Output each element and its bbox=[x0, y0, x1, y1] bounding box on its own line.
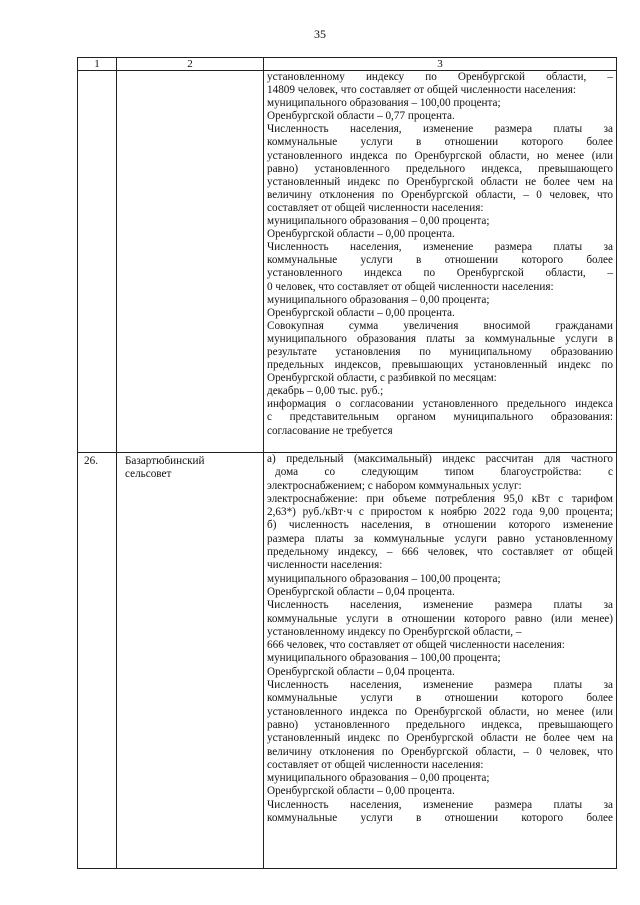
text-line: результате установления по муниципальному образованию bbox=[267, 345, 613, 358]
text-line: Численность населения, изменение размера платы за bbox=[267, 798, 613, 811]
text-line: установленному индексу по Оренбургской области, – bbox=[267, 625, 522, 638]
text-line: 0 человек, что составляет от общей численности населения: bbox=[267, 280, 554, 293]
text-line: составляет от общей численности населения: bbox=[267, 201, 484, 214]
table-row bbox=[78, 453, 617, 869]
text-line: равно) установленного предельного индекса, превышающего bbox=[267, 162, 613, 175]
text-line: согласование не требуется bbox=[267, 424, 393, 437]
row-number: 26. bbox=[78, 453, 117, 869]
text-line: Оренбургской области – 0,00 процента. bbox=[267, 306, 455, 319]
text-line: установленного индекса по Оренбургской области, но менее (или bbox=[267, 705, 613, 718]
text-line: муниципального образования – 100,00 процента; bbox=[267, 97, 501, 110]
text-line: Оренбургской области – 0,00 процента. bbox=[267, 785, 455, 798]
text-line: предельных индексов, превышающих установленный индекс по bbox=[267, 359, 613, 372]
text-line: равно) установленного предельного индекса, превышающего bbox=[267, 718, 613, 731]
text-line: а) предельный (максимальный) индекс рассчитан для частного bbox=[267, 453, 613, 465]
page-number: 35 bbox=[314, 27, 326, 41]
text-line: Совокупная сумма увеличения вносимой гражданами bbox=[267, 319, 613, 332]
text-line: Численность населения, изменение размера платы за bbox=[267, 599, 613, 612]
text-line: составляет от общей численности населения: bbox=[267, 758, 484, 771]
text-line: установленному индексу по Оренбургской области, – bbox=[267, 71, 613, 83]
text-line: с представительным органом муниципального образования: bbox=[267, 411, 613, 424]
text-line: Численность населения, изменение размера платы за bbox=[267, 123, 613, 136]
text-line: Оренбургской области – 0,04 процента. bbox=[267, 665, 455, 678]
text-line: б) численность населения, в отношении которого изменение bbox=[267, 519, 613, 532]
text-line: коммунальные услуги в отношении которого более bbox=[267, 254, 613, 267]
text-line: установленный индекс по Оренбургской области не более чем на bbox=[267, 175, 613, 188]
text-line: Оренбургской области – 0,77 процента. bbox=[267, 110, 455, 123]
text-line: величину отклонения по Оренбургской области, – 0 человек, что bbox=[267, 745, 613, 758]
text-line: муниципального образования – 100,00 процента; bbox=[267, 572, 501, 585]
column-header-2: 2 bbox=[117, 58, 264, 71]
row-content bbox=[264, 453, 617, 869]
text-line: муниципального образования – 0,00 процента; bbox=[267, 293, 490, 306]
row-content-lines bbox=[264, 71, 616, 438]
text-line: коммунальные услуги в отношении которого более bbox=[267, 692, 613, 705]
text-line: муниципального образования – 0,00 процента; bbox=[267, 772, 490, 785]
document-table bbox=[77, 57, 617, 869]
text-line: муниципального образования – 0,00 процента; bbox=[267, 215, 490, 228]
text-line: коммунальные услуги в отношении которого более bbox=[267, 812, 613, 825]
text-line: установленного индекса по Оренбургской области, – bbox=[267, 267, 613, 280]
text-line: муниципального образования – 100,00 процента; bbox=[267, 652, 501, 665]
text-line: Численность населения, изменение размера платы за bbox=[267, 679, 613, 692]
row-content-lines bbox=[264, 453, 616, 825]
text-line: электроснабжение: при объеме потребления 95,0 кВт с тарифом bbox=[267, 492, 613, 505]
text-line: величину отклонения по Оренбургской области, – 0 человек, что bbox=[267, 188, 613, 201]
text-line: Численность населения, изменение размера платы за bbox=[267, 241, 613, 254]
text-line: коммунальные услуги в отношении которого более bbox=[267, 136, 613, 149]
text-line: информация о согласовании установленного предельного индекса bbox=[267, 398, 613, 411]
municipality-name bbox=[117, 453, 264, 869]
municipality-name bbox=[117, 71, 264, 453]
text-line: 14809 человек, что составляет от общей численности населения: bbox=[267, 84, 577, 97]
municipality-name-line: сельсовет bbox=[125, 468, 172, 481]
text-line: декабрь – 0,00 тыс. руб.; bbox=[267, 385, 384, 398]
row-content bbox=[264, 71, 617, 453]
text-line: установленный индекс по Оренбургской области не более чем на bbox=[267, 732, 613, 745]
text-line: электроснабжением; с набором коммунальных услуг: bbox=[267, 479, 522, 492]
text-line: дома со следующим типом благоустройства: с bbox=[275, 466, 613, 479]
text-line: Оренбургской области – 0,04 процента. bbox=[267, 585, 455, 598]
text-line: Оренбургской области, с разбивкой по месяцам: bbox=[267, 372, 497, 385]
row-number bbox=[78, 71, 117, 453]
text-line: установленного индекса по Оренбургской области, но менее (или bbox=[267, 149, 613, 162]
table-row bbox=[78, 71, 617, 453]
column-header-3: 3 bbox=[264, 58, 617, 71]
municipality-name-line: Базартюбинский bbox=[125, 455, 205, 467]
text-line: муниципального образования платы за коммунальные услуги в bbox=[267, 332, 613, 345]
text-line: предельному индексу, – 666 человек, что составляет от общей bbox=[267, 546, 613, 559]
text-line: размера платы за коммунальные услуги равно установленному bbox=[267, 532, 613, 545]
text-line: 666 человек, что составляет от общей численности населения: bbox=[267, 639, 565, 652]
text-line: Оренбургской области – 0,00 процента. bbox=[267, 228, 455, 241]
table-header-row bbox=[78, 58, 617, 71]
text-line: численности населения: bbox=[267, 559, 383, 572]
column-header-1: 1 bbox=[78, 58, 117, 71]
text-line: коммунальные услуги в отношении которого равно (или менее) bbox=[267, 612, 613, 625]
text-line: 2,63*) руб./кВт·ч с приростом к ноябрю 2022 года 9,00 процента; bbox=[267, 506, 613, 519]
